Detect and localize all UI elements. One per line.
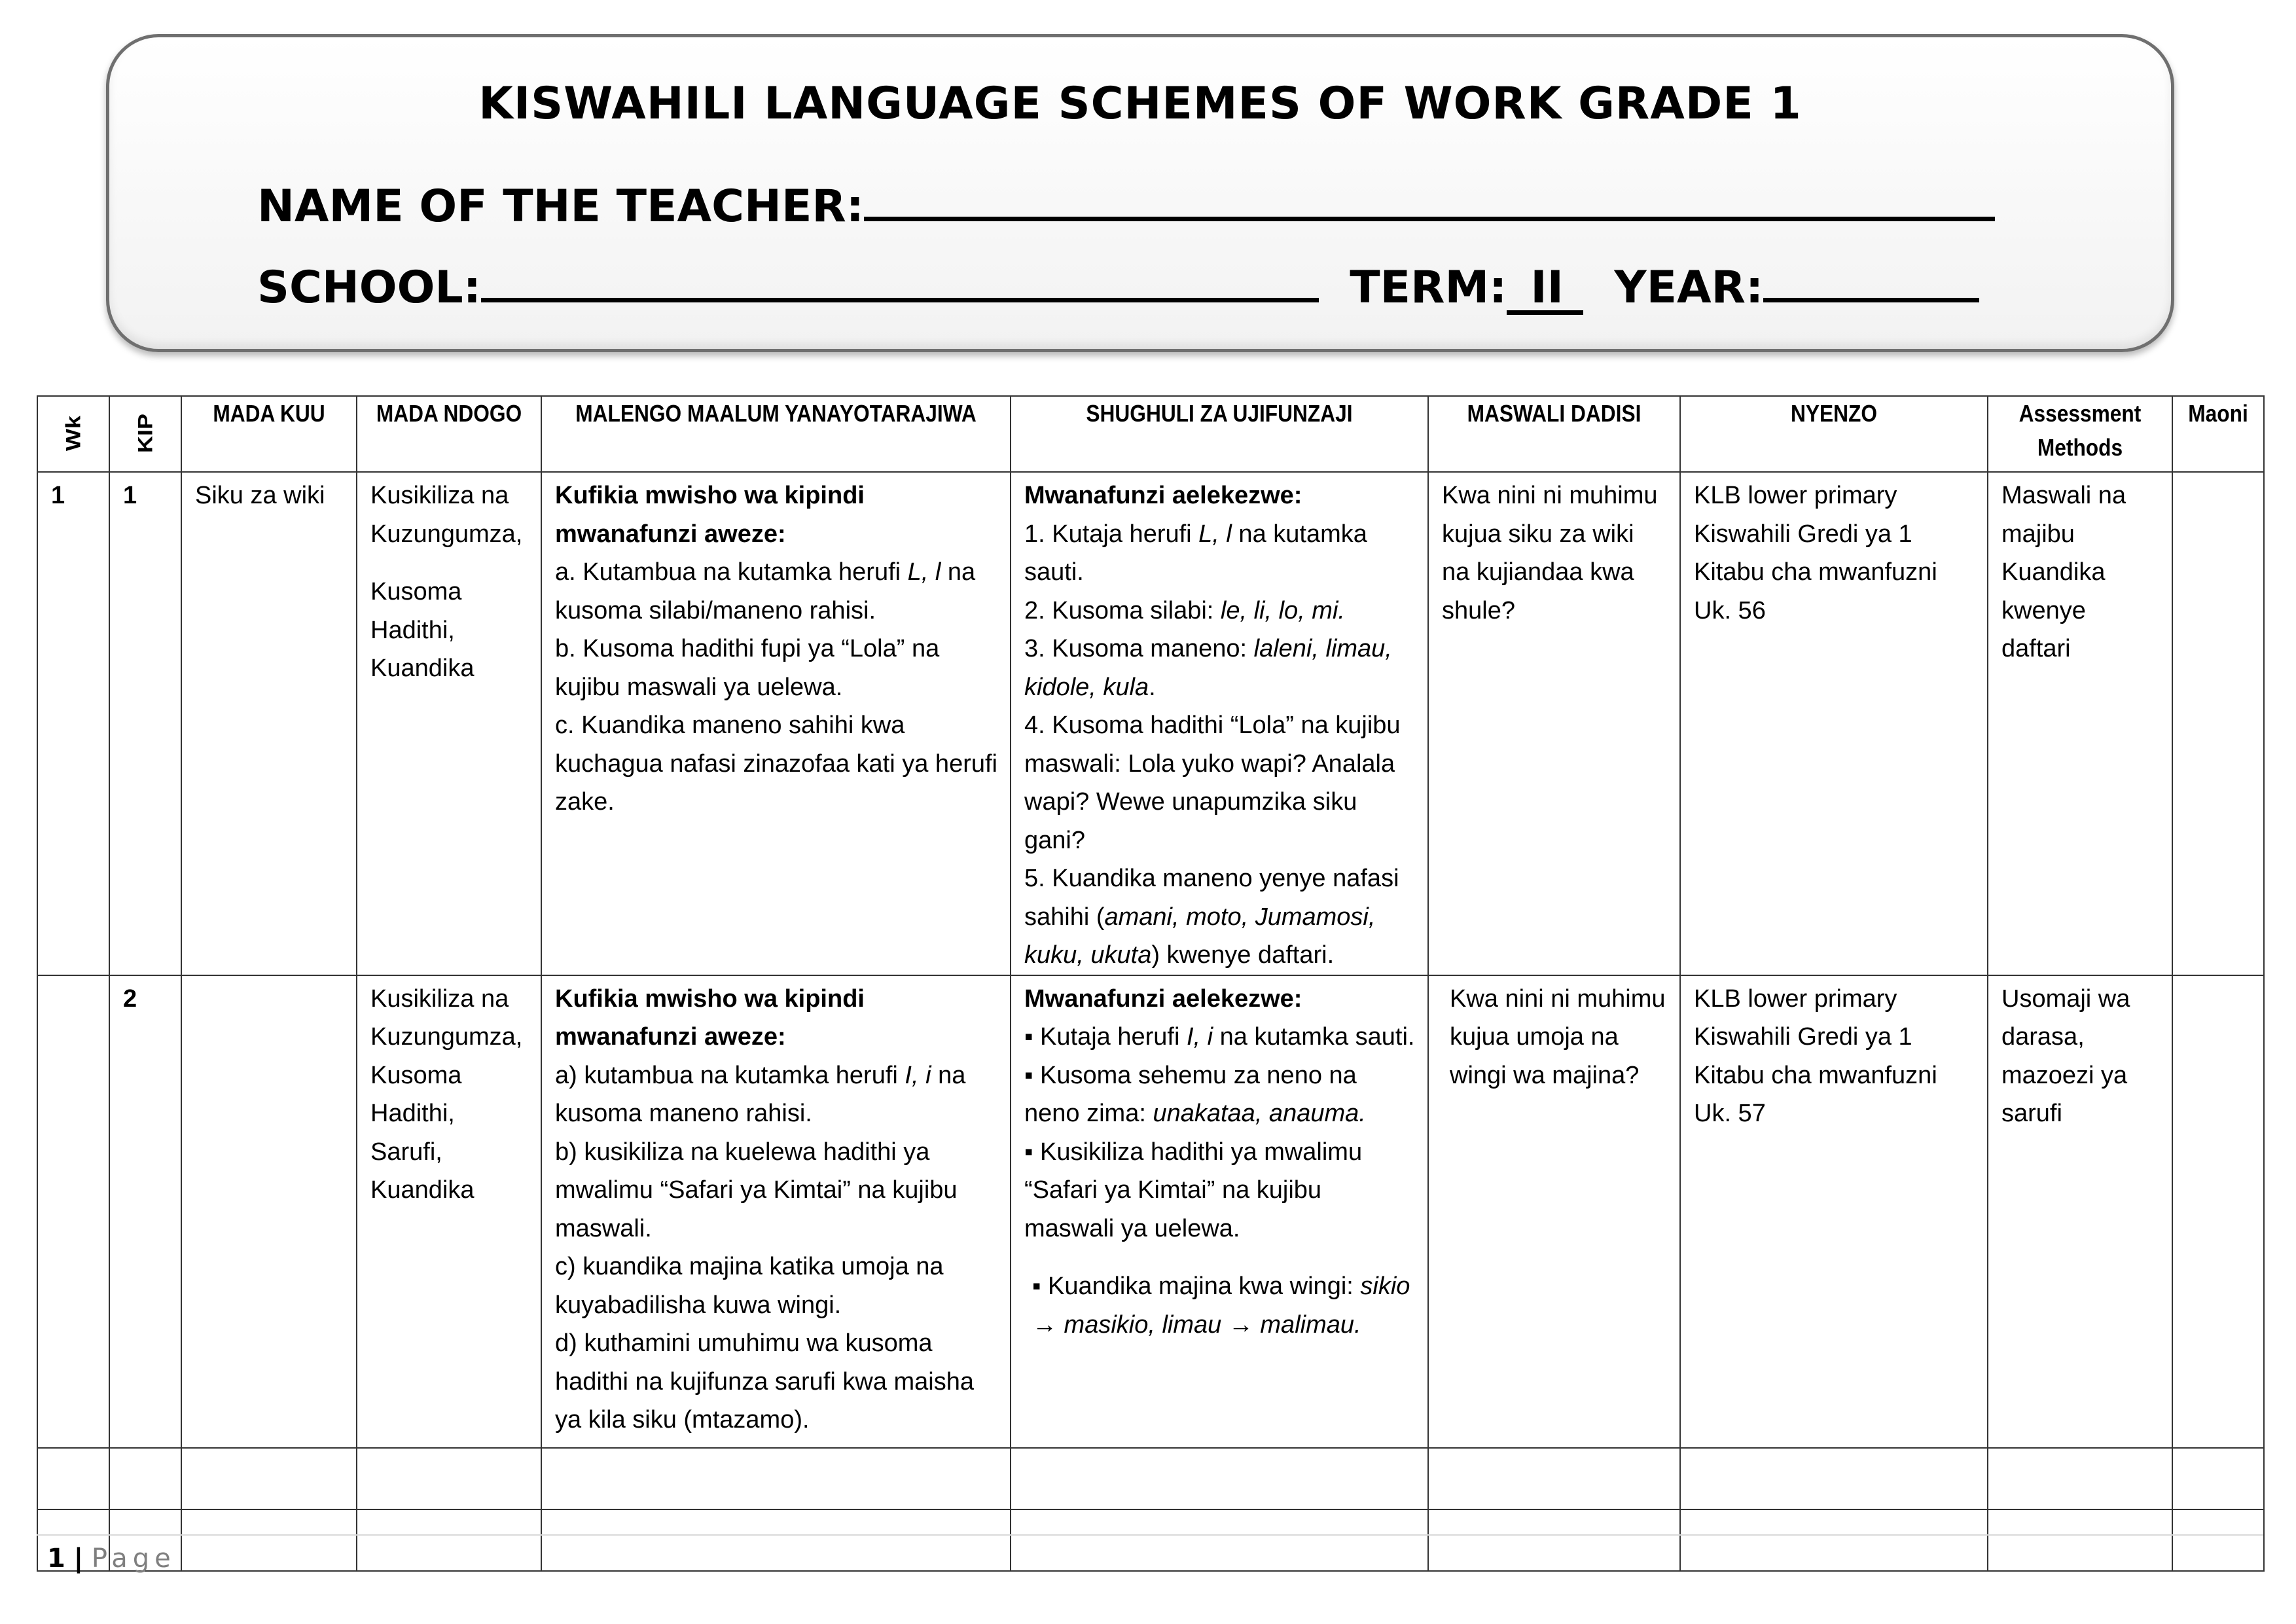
cell-assessment: Usomaji wa darasa, mazoezi ya sarufi (1988, 975, 2172, 1448)
column-header-assessment: Assessment Methods (1999, 396, 2161, 472)
column-header-nyenzo: NYENZO (1698, 396, 1969, 472)
cell-nyenzo: KLB lower primary Kiswahili Gredi ya 1 Kitabu cha mwanfuzni Uk. 56 (1680, 472, 1988, 975)
cell-wk (37, 975, 109, 1448)
page-separator: | (73, 1543, 84, 1574)
cell-mada-kuu (181, 975, 357, 1448)
teacher-name-line (257, 177, 1995, 232)
cell-maswali: Kwa nini ni muhimu kujua umoja na wingi wa majina? (1428, 975, 1680, 1448)
teacher-label: NAME OF THE TEACHER: (257, 181, 864, 232)
table-row (37, 472, 2264, 975)
column-header-mada-ndogo: MADA NDOGO (368, 396, 530, 472)
teacher-name-blank[interactable] (864, 177, 1995, 221)
page-number: 1 (47, 1543, 65, 1574)
cell-mada-kuu: Siku za wiki (181, 472, 357, 975)
term-value: II (1507, 266, 1583, 315)
column-header-maswali: MASWALI DADISI (1443, 396, 1665, 472)
column-header-mada-kuu: MADA KUU (192, 396, 346, 472)
scheme-table (37, 395, 2265, 1572)
cell-assessment: Maswali na majibu Kuandika kwenye daftari (1988, 472, 2172, 975)
cell-shughuli: Mwanafunzi aelekezwe: 1. Kutaja herufi L, l na kutamka sauti. 2. Kusoma silabi: le, li, lo, mi. 3. Kusoma maneno: laleni, limau, kidole, kula. 4. Kusoma hadithi “Lola” na kujibu maswali: Lola yuko wapi? Analala wapi? Wewe unapumzika siku gani? 5. Kuandika maneno yenye nafasi sahihi (amani, moto, Jumamosi, kuku, ukuta) kwenye daftari. (1011, 472, 1428, 975)
document-title: KISWAHILI LANGUAGE SCHEMES OF WORK GRADE 1 (478, 78, 1802, 130)
school-label: SCHOOL: (257, 262, 481, 314)
column-header-wk: Wk (42, 396, 105, 472)
column-header-maoni: Maoni (2178, 396, 2258, 472)
cell-wk: 1 (37, 472, 109, 975)
column-header-malengo: MALENGO MAALUM YANAYOTARAJIWA (569, 396, 982, 472)
cell-nyenzo: KLB lower primary Kiswahili Gredi ya 1 Kitabu cha mwanfuzni Uk. 57 (1680, 975, 1988, 1448)
empty-row (37, 1448, 2264, 1509)
table-row (37, 975, 2264, 1448)
cell-shughuli: Mwanafunzi aelekezwe: ▪ Kutaja herufi I, i na kutamka sauti. ▪ Kusoma sehemu za neno na neno zima: unakataa, anauma. ▪ Kusikiliza hadithi ya mwalimu “Safari ya Kimtai” na kujibu maswali ya uelewa. ▪ Kuandika majina kwa wingi: sikio → masikio, limau → malimau. (1011, 975, 1428, 1448)
school-term-year-line (257, 259, 1979, 315)
cell-maswali: Kwa nini ni muhimu kujua siku za wiki na kujiandaa kwa shule? (1428, 472, 1680, 975)
empty-row (37, 1509, 2264, 1571)
header-box (106, 34, 2174, 352)
cell-malengo: Kufikia mwisho wa kipindi mwanafunzi aweze: a) kutambua na kutamka herufi I, i na kusoma maneno rahisi. b) kusikiliza na kuelewa hadithi ya mwalimu “Safari ya Kimtai” na kujibu maswali. c) kuandika majina katika umoja na kuyabadilisha kuwa wingi. d) kuthamini umuhimu wa kusoma hadithi na kujifunza sarufi kwa maisha ya kila siku (mtazamo). (541, 975, 1011, 1448)
column-header-kip: KIP (114, 396, 177, 472)
year-blank[interactable] (1763, 259, 1979, 302)
page-footer (47, 1543, 176, 1574)
cell-maoni (2172, 472, 2264, 975)
footer-divider (37, 1534, 2263, 1536)
cell-mada-ndogo: Kusikiliza na Kuzungumza, Kusoma Hadithi, Sarufi, Kuandika (357, 975, 541, 1448)
cell-kip: 2 (109, 975, 181, 1448)
cell-mada-ndogo: Kusikiliza na Kuzungumza, Kusoma Hadithi, Kuandika (357, 472, 541, 975)
cell-malengo: Kufikia mwisho wa kipindi mwanafunzi aweze: a. Kutambua na kutamka herufi L, l na kusoma silabi/maneno rahisi. b. Kusoma hadithi fupi ya “Lola” na kujibu maswali ya uelewa. c. Kuandika maneno sahihi kwa kuchagua nafasi zinazofaa kati ya herufi zake. (541, 472, 1011, 975)
cell-maoni (2172, 975, 2264, 1448)
column-header-shughuli: SHUGHULI ZA UJIFUNZAJI (1035, 396, 1403, 472)
term-label: TERM: (1350, 262, 1507, 314)
school-name-blank[interactable] (481, 259, 1319, 302)
table-header-row (37, 396, 2264, 472)
year-label: YEAR: (1614, 262, 1764, 314)
page-label: Page (91, 1543, 176, 1574)
cell-kip: 1 (109, 472, 181, 975)
